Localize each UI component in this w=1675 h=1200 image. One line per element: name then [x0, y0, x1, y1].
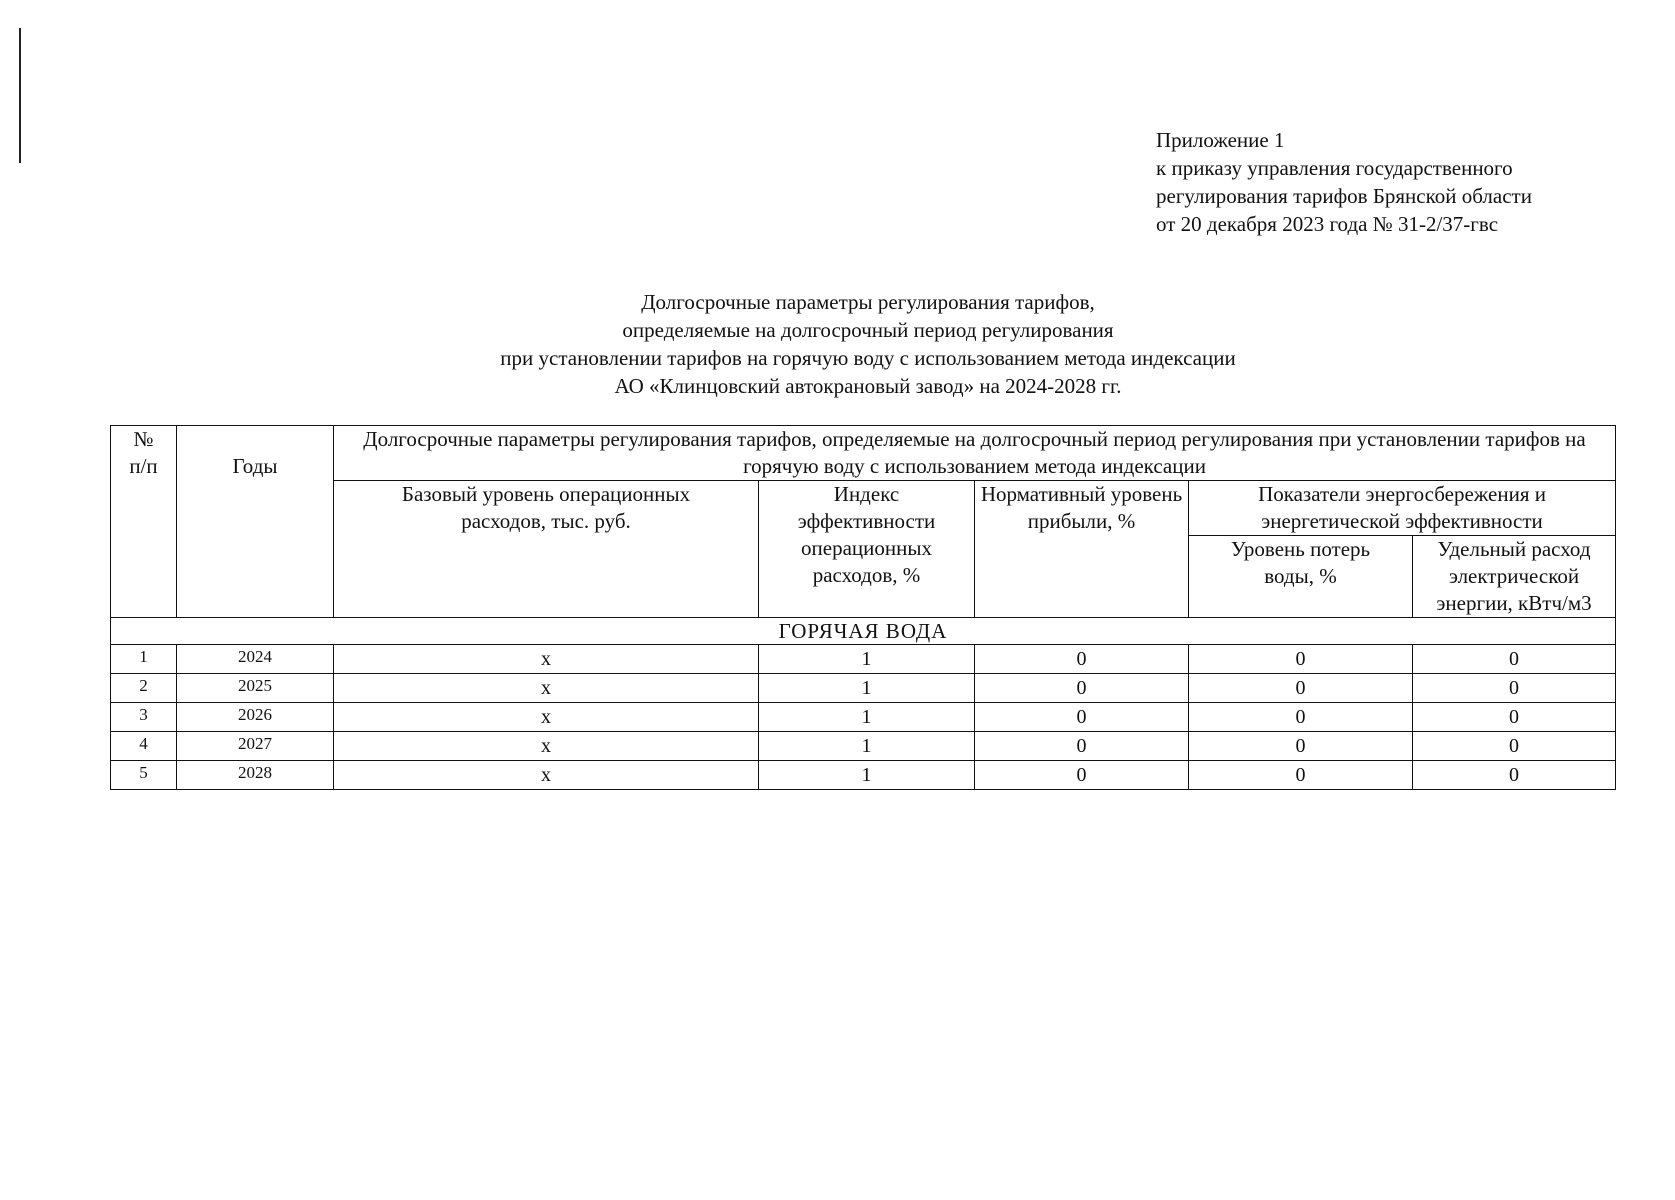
cell-base: х — [334, 761, 759, 790]
cell-num: 3 — [111, 703, 177, 732]
parameters-table — [110, 425, 1616, 790]
title-line: Долгосрочные параметры регулирования тарифов, — [641, 290, 1095, 314]
header-group: Долгосрочные параметры регулирования тарифов, определяемые на долгосрочный период регулирования при установлении тарифов на горячую воду с использованием метода индексации — [334, 426, 1616, 481]
header-years — [177, 426, 334, 618]
cell-index: 1 — [759, 761, 975, 790]
table-row — [111, 732, 1616, 761]
table-row — [111, 674, 1616, 703]
header-profit-level: Нормативный уровень прибыли, % — [975, 481, 1189, 618]
cell-num: 4 — [111, 732, 177, 761]
cell-base: х — [334, 645, 759, 674]
title-line: АО «Клинцовский автокрановый завод» на 2024-2028 гг. — [614, 374, 1122, 398]
appendix-block — [1156, 126, 1532, 238]
cell-year: 2025 — [177, 674, 334, 703]
cell-index: 1 — [759, 732, 975, 761]
header-base-level: Базовый уровень операционных расходов, тыс. руб. — [334, 481, 759, 618]
header-efficiency-index: Индекс эффективности операционных расходов, % — [759, 481, 975, 618]
appendix-line: регулирования тарифов Брянской области — [1156, 184, 1532, 208]
cell-base: х — [334, 703, 759, 732]
header-water-loss: Уровень потерь воды, % — [1189, 536, 1413, 618]
cell-elec: 0 — [1413, 703, 1616, 732]
cell-elec: 0 — [1413, 674, 1616, 703]
header-electricity: Удельный расход электрической энергии, кВтч/м3 — [1413, 536, 1616, 618]
header-years-text: Годы — [232, 454, 278, 478]
document-title — [0, 288, 1675, 400]
cell-profit: 0 — [975, 761, 1189, 790]
cell-profit: 0 — [975, 674, 1189, 703]
cell-index: 1 — [759, 703, 975, 732]
cell-loss: 0 — [1189, 732, 1413, 761]
data-rows — [111, 645, 1616, 790]
appendix-line: от 20 декабря 2023 года № 31-2/37-гвс — [1156, 212, 1499, 236]
section-title: ГОРЯЧАЯ ВОДА — [111, 618, 1616, 645]
cell-loss: 0 — [1189, 761, 1413, 790]
header-row — [111, 481, 1616, 536]
cell-base: х — [334, 674, 759, 703]
cell-loss: 0 — [1189, 674, 1413, 703]
cell-year: 2027 — [177, 732, 334, 761]
title-line: при установлении тарифов на горячую воду с использованием метода индексации — [500, 346, 1236, 370]
cell-year: 2028 — [177, 761, 334, 790]
section-row — [111, 618, 1616, 645]
table-row — [111, 761, 1616, 790]
cell-year: 2024 — [177, 645, 334, 674]
cell-num: 1 — [111, 645, 177, 674]
cell-profit: 0 — [975, 703, 1189, 732]
cell-base: х — [334, 732, 759, 761]
header-row — [111, 426, 1616, 481]
header-num: № п/п — [111, 426, 177, 618]
cell-year: 2026 — [177, 703, 334, 732]
cell-loss: 0 — [1189, 645, 1413, 674]
cell-num: 5 — [111, 761, 177, 790]
cell-elec: 0 — [1413, 645, 1616, 674]
table-row — [111, 645, 1616, 674]
cell-num: 2 — [111, 674, 177, 703]
scan-edge-line — [19, 28, 21, 163]
appendix-line: к приказу управления государственного — [1156, 156, 1513, 180]
appendix-line: Приложение 1 — [1156, 128, 1285, 152]
cell-profit: 0 — [975, 645, 1189, 674]
header-energy-group: Показатели энергосбережения и энергетической эффективности — [1189, 481, 1616, 536]
cell-index: 1 — [759, 674, 975, 703]
table-row — [111, 703, 1616, 732]
cell-profit: 0 — [975, 732, 1189, 761]
cell-loss: 0 — [1189, 703, 1413, 732]
cell-index: 1 — [759, 645, 975, 674]
cell-elec: 0 — [1413, 761, 1616, 790]
title-line: определяемые на долгосрочный период регулирования — [622, 318, 1114, 342]
cell-elec: 0 — [1413, 732, 1616, 761]
